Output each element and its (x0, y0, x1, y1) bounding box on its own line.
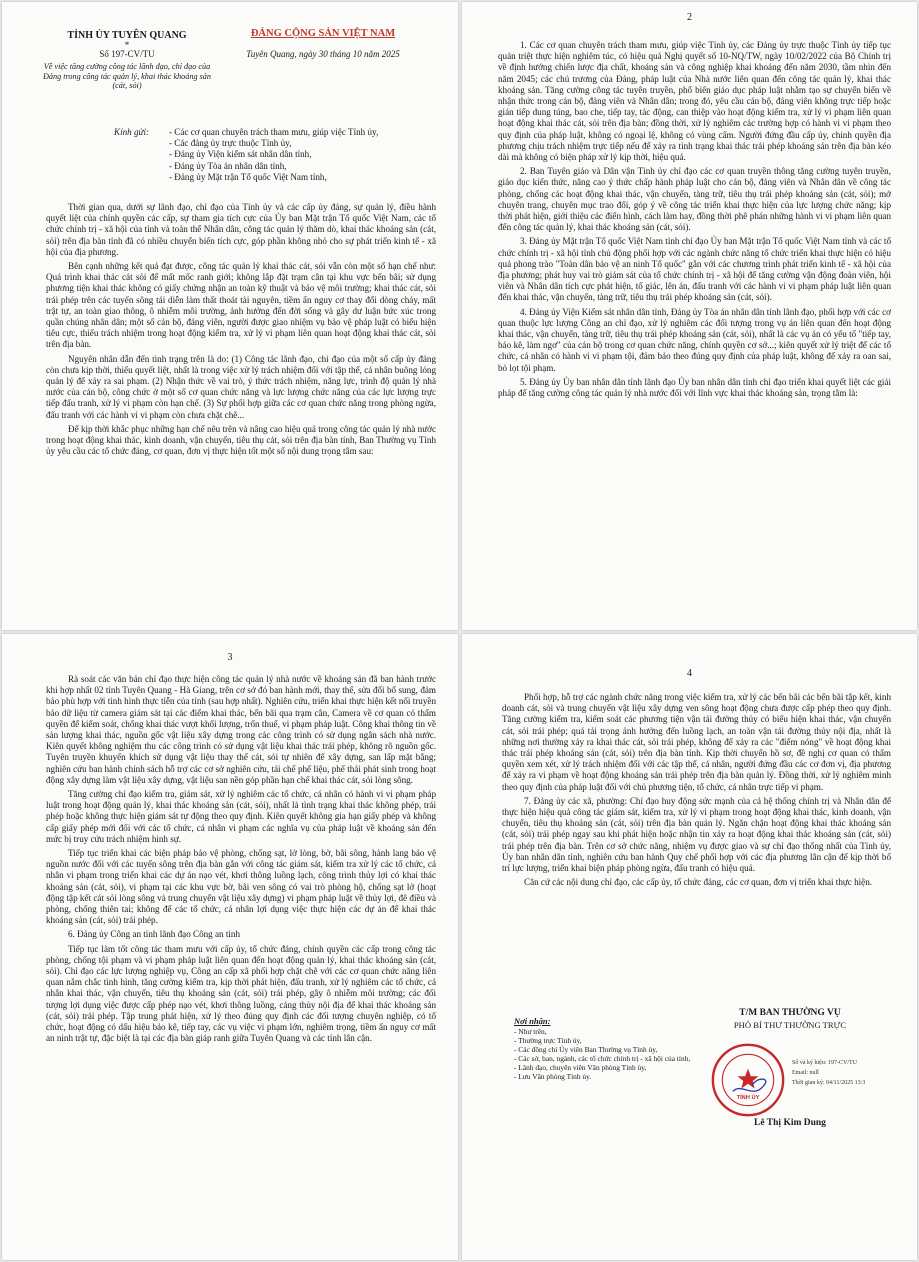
meta-line: Thời gian ký: 04/11/2025 13:3 (792, 1080, 866, 1086)
paragraph: 1. Các cơ quan chuyên trách tham mưu, giúp việc Tỉnh ủy, các Đảng ủy trực thuộc Tỉnh ủy tiếp tục quán triệt thực hiện nghiêm túc, có hiệu quả Nghị quyết số 10-NQ/TW, ngày 10/02/2022 của Bộ Chính trị về định hướng chiến lược địa chất, khoáng sản và công nghiệp khai khoáng đến năm 2030, tầm nhìn đến năm 2045; các chủ trương của Đảng, pháp luật của Nhà nước liên quan đến công tác quản lý, khai thác khoáng sản. Tăng cường công tác tuyên truyền, phổ biến giáo dục pháp luật nhằm tạo sự chuyển biến về nhận thức trong cán bộ, đảng viên và Nhân dân; trong đó, yêu cầu cán bộ, đảng viên không trực tiếp hoặc gián tiếp dung túng, bao che, tiếp tay, tác động, can thiệp vào hoạt động kiểm tra, xử lý vi phạm liên quan hoạt động khai thác cát, sỏi trên địa bàn; đồng thời, xử lý nghiêm các trường hợp có hành vi vi phạm theo quy định của pháp luật, không có ngoại lệ, không có vùng cấm. Người đứng đầu cấp ủy, chính quyền địa phương chịu trách nhiệm trực tiếp nếu để xảy ra tình trạng khai thác trái phép khoáng sản trên địa bàn kéo dài mà không có biện pháp xử lý kịp thời, hiệu quả. (498, 40, 891, 163)
paragraph: Để kịp thời khắc phục những hạn chế nêu trên và nâng cao hiệu quả trong công tác quản lý nhà nước trong hoạt động khai thác, kinh doanh, vận chuyển, tiêu thụ cát, sỏi trên địa bàn tỉnh, Ban Thường vụ Tỉnh ủy yêu cầu các tổ chức đảng, cơ quan, đơn vị thực hiện tốt một số nội dung trọng tâm sau: (46, 423, 436, 457)
meta-line: Email: null (792, 1070, 819, 1076)
recipient-item: - Các cơ quan chuyên trách tham mưu, giúp việc Tỉnh ủy, (169, 127, 379, 137)
signature-title: T/M BAN THƯỜNG VỤ (739, 1008, 841, 1018)
page-number: 3 (227, 652, 233, 663)
document-page-4 (462, 634, 917, 1260)
paragraph: Rà soát các văn bản chỉ đạo thực hiện công tác quản lý nhà nước về khoáng sản đã ban hành trước khi hợp nhất 02 tỉnh Tuyên Quang - Hà Giang, trên cơ sở đó ban hành mới, thay thế, sửa đổi bổ sung, đảm bảo phù hợp với tình hình thực tiễn của tỉnh (sau hợp nhất). Nghiên cứu, triển khai thực hiện kết nối truyền bảo dữ liệu từ camera giám sát tại các điểm khai thác, bến bãi qua trạm cân, Camera về cơ quan có thẩm quyền để kiểm soát, chống khai thác vượt khối lượng, trốn thuế, vi phạm pháp luật. Công khai thông tin về sản lượng khai thác, nguồn gốc vật liệu xây dựng trong các công trình có sử dụng ngân sách nhà nước. Kiên quyết không nghiệm thu các công trình có sử dụng vật liệu khai thác trái phép, không rõ nguồn gốc. Tuyên truyền khuyến khích sử dụng vật liệu thay thế cát, sỏi tự nhiên để xây dựng, san lấp mặt bằng; nghiên cứu ban hành chính sách hỗ trợ các cơ sở nghiên cứu, tái chế phế liệu, phế thải phát sinh trong hoạt động xây dựng làm vật liệu xây dựng, vật liệu san nền góp phần hạn chế khai thác cát, sỏi lòng sông. (46, 674, 436, 785)
signature-role: PHÓ BÍ THƯ THƯỜNG TRỰC (733, 1020, 847, 1030)
paragraph: Thời gian qua, dưới sự lãnh đạo, chỉ đạo của Tỉnh ủy và các cấp ủy đảng, sự quản lý, điều hành quyết liệt của chính quyền các cấp, sự tham gia tích cực của Ủy ban Mặt trận Tổ quốc Việt Nam, các tổ chức chính trị - xã hội của tỉnh và toàn thể Nhân dân, công tác quản lý thăm dò, khai thác khoáng sản (cát, sỏi) trên địa bàn tỉnh đã có nhiều chuyển biến tích cực, góp phần không nhỏ cho sự phát triển kinh tế - xã hội của địa phương. (46, 202, 436, 257)
paragraph: Bên cạnh những kết quả đạt được, công tác quản lý khai thác cát, sỏi vẫn còn một số hạn chế như: Quá trình khai thác cát sỏi để mất mốc ranh giới; không lắp đặt trạm cân tại khu vực bến bãi; sử dụng phương tiện khai thác không có giấy chứng nhận an toàn kỹ thuật và bảo vệ môi trường; khai thác cát, sỏi trái phép trên các tuyến sông tái diễn làm thất thoát tài nguyên, tiềm ẩn nguy cơ thay đổi dòng chảy, mất trật tự, an toàn giao thông, ô nhiễm môi trường, ảnh hưởng đến đời sống và gây dư luận bức xúc trong quần chúng nhân dân; một số cán bộ, đảng viên, người được giao nhiệm vụ bảo vệ pháp luật có biểu hiện tiêu cực, thiếu trách nhiệm trong hoạt động kiểm tra, xử lý vi phạm liên quan hoạt động khai thác cát, sỏi trên địa bàn. (46, 261, 436, 350)
meta-line: Số và ký hiệu: 197-CV/TU (792, 1060, 857, 1066)
paragraph: Nguyên nhân dẫn đến tình trạng trên là do: (1) Công tác lãnh đạo, chỉ đạo của một số cấp ủy đảng còn chưa kịp thời, thiếu quyết liệt, nhất là trong việc xử lý trách nhiệm đối với tập thể, cá nhân buông lỏng quản lý để xảy ra sai phạm. (2) Nhận thức về vai trò, ý thức trách nhiệm, năng lực, trình độ quản lý nhà nước của cán bộ, công chức ở một số cơ quan chức năng và lực lượng chức năng của các lực lượng trực tiếp đấu tranh, xử lý vi phạm còn hạn chế. (3) Sự phối hợp giữa các cơ quan chức năng trong phòng ngừa, đấu tranh với các hành vi vi phạm còn chưa chặt chẽ... (46, 353, 436, 420)
document-page-3 (2, 634, 458, 1260)
noi-nhan-item: - Lưu Văn phòng Tỉnh ủy. (514, 1072, 592, 1081)
kinh-gui-block (114, 127, 434, 183)
paragraph: Tăng cường chỉ đạo kiểm tra, giám sát, xử lý nghiêm các tổ chức, cá nhân có hành vi vi phạm pháp luật trong hoạt động quản lý, khai thác khoáng sản (cát, sỏi), nhất là tình trạng khai thác không phép, trái phép hoặc không thực hiện giám sát tự động theo quy định. Kiên quyết không gia hạn giấy phép và không cấp giấy phép mới đối với các tổ chức, cá nhân vi phạm các nghĩa vụ của pháp luật về khoáng sản đến mức bị truy cứu trách nhiệm hình sự. (46, 789, 436, 844)
svg-text:TỈNH ỦY: TỈNH ỦY (736, 1095, 760, 1101)
document-page-1 (2, 2, 458, 630)
document-number: Số 197-CV/TU (99, 49, 155, 59)
noi-nhan-item: - Lãnh đạo, chuyên viên Văn phòng Tỉnh ủy, (514, 1063, 647, 1072)
noi-nhan-title: Nơi nhận: (514, 1016, 551, 1026)
section-heading: 6. Đảng ủy Công an tỉnh lãnh đạo Công an tỉnh (68, 929, 241, 940)
page4-body (502, 692, 891, 891)
noi-nhan-item: - Các sở, ban, ngành, các tổ chức chính trị - xã hội của tỉnh, (514, 1054, 691, 1063)
official-seal-icon (710, 1042, 786, 1118)
paragraph: 2. Ban Tuyên giáo và Dân vận Tỉnh ủy chỉ đạo các cơ quan truyền thông tăng cường tuyên truyền, giáo dục kiến thức, nâng cao ý thức chấp hành pháp luật cho cán bộ, đảng viên và Nhân dân về công tác phòng, chống các hoạt động khai thác, vận chuyển, tàng trữ, tiêu thụ trái phép khoáng sản (cát, sỏi); mở chuyên trang, chuyên mục trao đổi, góp ý về công tác triển khai thực hiện của lực lượng chức năng; kịp thời phát hiện, giới thiệu các điển hình, cách làm hay, đồng thời phê phán những hành vi vi phạm liên quan đến công tác quản lý, khai thác khoáng sản (cát, sỏi). (498, 166, 891, 233)
noi-nhan-item: - Thường trực Tỉnh ủy, (514, 1036, 582, 1045)
kinh-gui-list (169, 127, 429, 183)
issuer-org: TỈNH ỦY TUYÊN QUANG (67, 30, 187, 41)
paragraph: 4. Đảng ủy Viện Kiểm sát nhân dân tỉnh, Đảng ủy Tòa án nhân dân tỉnh lãnh đạo, phối hợp với các cơ quan thuộc lực lượng Công an chỉ đạo, xử lý nghiêm các đối tượng trong vụ án liên quan đến hoạt động khai thác, vận chuyển, tàng trữ, tiêu thụ trái phép khoáng sản (cát, sỏi), nhất là các vụ án có yếu tố "tiếp tay, bảo kê, làm ngơ" của cán bộ trong cơ quan chức năng, chính quyền cơ sở...; kiên quyết xử lý triệt để các tổ chức, cá nhân có hành vi vi phạm tội, đảm bảo theo đúng quy định của pháp luật, không để xảy ra oan sai, bỏ lọt tội phạm. (498, 306, 891, 373)
paragraph: 5. Đảng ủy Ủy ban nhân dân tỉnh lãnh đạo Ủy ban nhân dân tỉnh chỉ đạo triển khai quyết liệt các giải pháp để tăng cường công tác quản lý nhà nước đối với lĩnh vực khai thác khoáng sản, trọng tâm là: (498, 376, 891, 399)
recipient-item: - Đảng ủy Tòa án nhân dân tỉnh, (169, 160, 287, 171)
kinh-gui-label: Kính gửi: (114, 127, 150, 137)
noi-nhan-item: - Như trên, (514, 1027, 547, 1036)
national-header (207, 28, 439, 59)
page-number: 2 (687, 12, 692, 23)
paragraph: Căn cứ các nội dung chỉ đạo, các cấp ủy, tổ chức đảng, các cơ quan, đơn vị triển khai thực hiện. (524, 877, 873, 888)
recipient-item: - Các đảng ủy trực thuộc Tỉnh ủy, (169, 138, 292, 149)
place-date: Tuyên Quang, ngày 30 tháng 10 năm 2025 (246, 49, 400, 59)
recipient-item: - Đảng ủy Mặt trận Tổ quốc Việt Nam tỉnh, (169, 171, 327, 182)
issuer-block (42, 30, 212, 91)
paragraph: 3. Đảng ủy Mặt trận Tổ quốc Việt Nam tỉnh chỉ đạo Ủy ban Mặt trận Tổ quốc Việt Nam tỉnh và các tổ chức chính trị - xã hội tỉnh chủ động phối hợp với các ngành chức năng tổ chức triển khai thực hiện có hiệu quả phong trào "Toàn dân bảo vệ an ninh Tổ quốc" gắn với các chương trình phát triển kinh tế - xã hội của địa phương; phát huy vai trò giám sát của tổ chức chính trị - xã hội để tăng cường vận động đoàn viên, hội viên và Nhân dân tích cực phát hiện, tố giác, lên án, đấu tranh với các hành vi vi phạm pháp luật liên quan đến khai thác, vận chuyển, tàng trữ, tiêu thụ trái phép khoáng sản (cát, sỏi). (498, 236, 891, 303)
paragraph: 7. Đảng ủy các xã, phường: Chỉ đạo huy động sức mạnh của cả hệ thống chính trị và Nhân dân để thực hiện hiệu quả công tác giám sát, kiểm tra, xử lý vi phạm trong hoạt động khai thác, kinh doanh, vận chuyển, tiêu thụ khoáng sản (cát, sỏi) trên địa bàn quản lý. Ngăn chặn hoạt động khai thác khoáng sản (cát, sỏi) trái phép ngay sau khi phát hiện hoặc nhận tin xảy ra hoạt động khai thác khoáng sản (cát, sỏi) trái phép trên địa bàn. Trên cơ sở chức năng, nhiệm vụ được giao và sự chỉ đạo thống nhất của Tỉnh ủy, Ủy ban nhân dân tỉnh, nghiên cứu ban hành Quy chế phối hợp với các địa phương lân cận để kịp thời bố trí lực lượng, triển khai biện pháp phòng ngừa, đấu tranh có hiệu quả. (502, 795, 891, 874)
star-mark: * (124, 40, 130, 50)
page-number: 4 (687, 668, 692, 679)
document-page-2 (462, 2, 917, 630)
page2-body (498, 40, 891, 402)
paragraph: Tiếp tục triển khai các biện pháp bảo vệ phòng, chống sạt, lở lòng, bờ, bãi sông, hành lang bảo vệ nguồn nước đối với các tuyến sông trên địa bàn gắn với công tác giám sát, kiểm tra xử lý các tổ chức, cá nhân vi phạm trong triển khai các dự án nạo vét, khơi thông luồng lạch, công trình thủy lợi có khai thác khoáng sản (cát, sỏi), vi phạm tại các khu vực bờ, bãi ven sông có vai trò phòng hộ, chống sạt lở (hoạt động tập kết cát sỏi lòng sông và trung chuyển vật liệu xây dựng) vi phạm pháp luật về thủy lợi, đê điều và phòng, chống thiên tai; không để các tổ chức, cá nhân lợi dụng việc thực hiện các dự án để khai thác khoáng sản (cát, sỏi) trái phép. (46, 848, 436, 926)
party-name: ĐẢNG CỘNG SẢN VIỆT NAM (250, 28, 396, 39)
signer-name: Lê Thị Kim Dung (754, 1118, 826, 1128)
recipient-item: - Đảng ủy Viện kiểm sát nhân dân tỉnh, (169, 149, 312, 160)
paragraph: Tiếp tục làm tốt công tác tham mưu với cấp ủy, tổ chức đảng, chính quyền các cấp trong công tác phòng, chống tội phạm và vi phạm pháp luật liên quan đến hoạt động quản lý, khai thác khoáng sản (cát, sỏi). Chỉ đạo các lực lượng nghiệp vụ, Công an cấp xã phối hợp chặt chẽ với các cơ quan chức năng liên quan nắm chắc tình hình, tăng cường kiểm tra, kịp thời phát hiện, đấu tranh, xử lý nghiêm các tổ chức, cá nhân khai thác, vận chuyển, tiêu thụ khoáng sản (cát, sỏi) trái phép, gây ô nhiễm môi trường; các đối tượng lợi dụng việc được cấp phép nạo vét, khơi thông luồng, cảng thủy nội địa để khai thác khoáng sản (cát, sỏi) trái phép. Tập trung phát hiện, xử lý theo đúng quy định các đối tượng chuyên nghiệp, có tổ chức, hoạt động có dấu hiệu bảo kê, tiếp tay, các vụ việc vi phạm lớn, nghiêm trọng, tiềm ẩn nguy cơ mất an ninh trật tự, đặc biệt là tại các địa bàn giáp ranh giữa Tuyên Quang và các tỉnh lân cận. (46, 943, 436, 1044)
page1-body (46, 202, 436, 460)
page3-body (46, 674, 436, 1048)
document-subject: Về việc tăng cường công tác lãnh đạo, chỉ đạo của Đảng trong công tác quản lý, khai thác khoáng sản (cát, sỏi) (43, 62, 211, 91)
paragraph: Phối hợp, hỗ trợ các ngành chức năng trong việc kiểm tra, xử lý các bến bãi các bến bãi tập kết, kinh doanh cát, sỏi và trung chuyển vật liệu xây dựng ven sông hoạt động chưa được cấp phép theo quy định. Tăng cường kiểm tra, kiểm soát các phương tiện vận tải đường thủy có biểu hiện khai thác, vận chuyển cát, sỏi trái phép; quá tải trọng ảnh hưởng đến luồng lạch, an toàn vận tải đường thủy nội địa, nhất là những nơi thường xảy ra khai thác cát, sỏi trái phép, không để xảy ra các "điểm nóng" về hoạt động khai thác trái phép khoáng sản (cát, sỏi) trên địa bàn tỉnh. Kịp thời chuyển hồ sơ, đề nghị cơ quan có thẩm quyền xem xét, xử lý trách nhiệm đối với các tập thể, cá nhân, người đứng đầu các cơ đơn vị, địa phương để xảy ra vi phạm về hoạt động khoáng sản trái phép trên địa bàn quản lý. Đồng thời, xử lý nghiêm minh theo quy định của pháp luật đối với chủ phương tiện, tổ chức, cá nhân trực tiếp vi phạm. (502, 692, 891, 792)
noi-nhan-item: - Các đồng chí Ủy viên Ban Thường vụ Tỉnh ủy, (514, 1045, 658, 1054)
digital-signature-meta (792, 1058, 910, 1088)
